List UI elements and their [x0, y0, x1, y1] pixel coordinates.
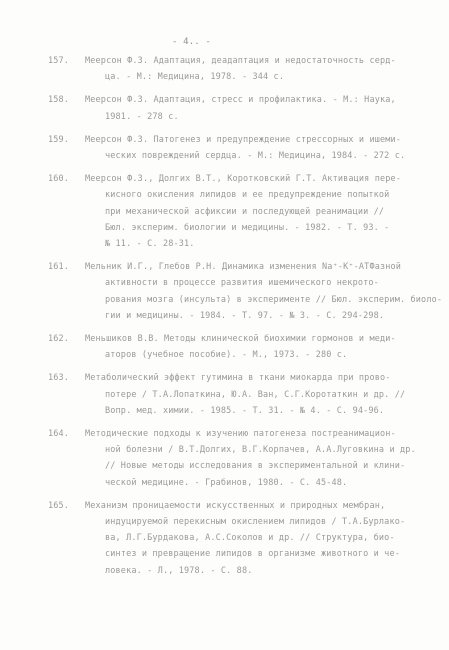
reference-line: Методические подходы к изучению патогенеза постреанимацион-	[85, 429, 396, 440]
reference-line: 1981. - 278 с.	[105, 111, 179, 122]
reference-number: 163.	[48, 373, 70, 384]
reference-line: Меньшиков В.В. Методы клинической биохимии гормонов и меди-	[85, 334, 396, 345]
reference-entry	[0, 370, 449, 419]
reference-number: 158.	[48, 95, 70, 106]
reference-number: 164.	[48, 429, 70, 440]
reference-number: 160.	[48, 174, 70, 185]
reference-line: ца. - М.: Медицина, 1978. - 344 с.	[105, 72, 285, 83]
page-number: - 4.. -	[172, 37, 211, 47]
reference-line: Меерсон Ф.З. Адаптация, деадаптация и недостаточность серд-	[85, 56, 396, 66]
reference-line: потере / Т.А.Лопаткина, Ю.А. Ван, С.Г.Коротаткин и др. //	[105, 389, 406, 400]
reference-line: гии и медицины. - 1984. - Т. 97. - № 3. - С. 294-298.	[105, 310, 385, 321]
reference-entry	[0, 53, 449, 85]
reference-entry	[0, 498, 449, 579]
reference-line: № 11. - С. 28-31.	[105, 239, 195, 250]
reference-entry	[0, 259, 449, 324]
reference-number: 165.	[48, 500, 70, 511]
reference-line: Вопр. мед. химии. - 1985. - Т. 31. - № 4. - С. 94-96.	[105, 405, 385, 416]
reference-line: ловека. - Л., 1978. - С. 88.	[105, 565, 253, 576]
reference-entry	[0, 92, 449, 124]
reference-line: // Новые методы исследования в экспериментальной и клини-	[105, 461, 406, 472]
reference-line: Меерсон Ф.З. Адаптация, стресс и профилактика. - М.: Наука,	[85, 95, 396, 106]
reference-line: Метаболический эффект гутимина в ткани миокарда при прово-	[85, 373, 391, 384]
reference-line: Бюл. эксперим. биологии и медицины. - 1982. - Т. 93. -	[105, 222, 390, 233]
reference-line: синтез и превращение липидов в организме животного и че-	[105, 549, 400, 560]
reference-line: при механической асфиксии и последующей реанимации //	[105, 206, 385, 217]
reference-entry	[0, 331, 449, 363]
reference-line: Меерсон Ф.З. Патогенез и предупреждение стрессорных и ишеми-	[85, 134, 402, 145]
reference-line: аторов (учебное пособие). - М., 1973. - 280 с.	[105, 350, 348, 361]
reference-list	[0, 53, 449, 586]
reference-number: 157.	[48, 56, 70, 66]
reference-line: ческой медицине. - Грабинов, 1980. - С. 45-48.	[105, 477, 348, 488]
reference-line: индуцируемой перекисным окислением липидов / Т.А.Бурлако-	[105, 517, 406, 528]
reference-line: рования мозга (инсульта) в эксперименте // Бюл. эксперим. биоло-	[105, 294, 443, 305]
reference-line: ческих повреждений сердца. - М.: Медицина, 1984. - 272 с.	[105, 151, 406, 162]
reference-line: Меерсон Ф.З., Долгих В.Т., Коротковский Г.Т. Активация пере-	[85, 174, 402, 185]
reference-number: 159.	[48, 134, 70, 145]
reference-entry	[0, 132, 449, 164]
reference-line: Механизм проницаемости искусственных и природных мембран,	[85, 500, 386, 511]
reference-line: ной болезни / В.Т.Долгих, В.Г.Корпачев, А.А.Луговкина и др.	[105, 445, 416, 456]
reference-line: ва, Л.Г.Бурдакова, А.С.Соколов и др. // Структура, био-	[105, 533, 395, 544]
reference-number: 161.	[48, 262, 70, 273]
reference-line: активности в процессе развития ишемического некрото-	[105, 278, 379, 289]
reference-entry	[0, 426, 449, 491]
reference-entry	[0, 171, 449, 252]
reference-line: Мельник И.Г., Глебов Р.Н. Динамика изменения Na⁺-K⁺-АТФазной	[85, 262, 402, 273]
reference-number: 162.	[48, 334, 70, 345]
reference-line: кисного окисления липидов и ее предупреждение попыткой	[105, 190, 390, 201]
